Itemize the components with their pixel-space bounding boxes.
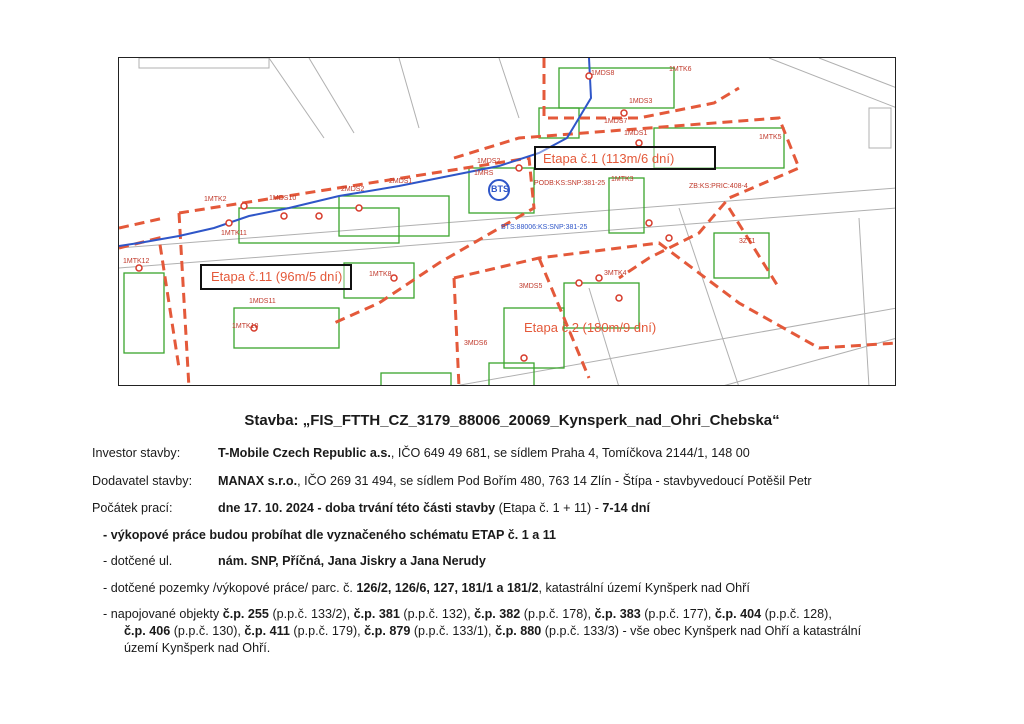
map-point-label: 1MRS	[474, 170, 494, 177]
investor-label: Investor stavby:	[92, 446, 181, 460]
bullet-excavation-text: - výkopové práce budou probíhat dle vyznačeného schématu ETAP č. 1 a 11	[103, 528, 557, 542]
start-stages: (Etapa č. 1 + 11) -	[495, 501, 603, 515]
object-cp: č.p. 383	[594, 607, 641, 621]
contractor-name: MANAX s.r.o.	[218, 474, 298, 488]
map-point-label: 3MDS5	[519, 283, 543, 290]
map-point-label: 2MDS1	[389, 178, 413, 185]
map-point-label: 3ZT1	[739, 238, 756, 245]
map-point-label: 1MDS1	[624, 130, 648, 137]
map-point-label: 1MDS8	[591, 70, 615, 77]
contractor-details: , IČO 269 31 494, se sídlem Pod Bořím 480, 763 14 Zlín - Štípa - stavbyvedoucí Potěšil Petr	[297, 474, 812, 488]
bullet-objects-line1	[103, 607, 832, 621]
map-point-label: 1MTK12	[123, 258, 150, 265]
object-cp: č.p. 879	[364, 624, 411, 638]
bts-label: BTS	[491, 184, 509, 194]
etapa-1-label: Etapa č.1 (113m/6 dní)	[543, 151, 675, 166]
object-parcel: (p.p.č. 177),	[640, 607, 715, 621]
map-point-label: 1MTK11	[221, 230, 247, 237]
objects-prefix: - napojované objekty	[103, 607, 223, 621]
bullet-objects-line2	[124, 624, 861, 638]
start-value	[218, 501, 650, 515]
map-point-label: 3MDS6	[464, 340, 488, 347]
map-point-label: 1MDS11	[249, 298, 276, 305]
object-parcel: (p.p.č. 130),	[170, 624, 245, 638]
object-parcel: (p.p.č. 133/1),	[410, 624, 496, 638]
map-drawing	[119, 58, 896, 386]
bullet-excavation	[103, 528, 556, 542]
map-point-label: PODB:KS:SNP:381-25	[534, 180, 606, 187]
map-point-label: 1MTK6	[669, 66, 692, 73]
map-point-label: 3MTK4	[604, 270, 627, 277]
parcels-list: 126/2, 126/6, 127, 181/1 a 181/2	[356, 581, 539, 595]
bullet-streets-value	[218, 554, 486, 568]
object-cp: č.p. 411	[244, 624, 290, 638]
site-map	[118, 57, 896, 386]
map-point-label: 1MTK2	[204, 196, 227, 203]
parcels-prefix: - dotčené pozemky /výkopové práce/ parc. č.	[103, 581, 357, 595]
map-point-label: 1MDS10	[269, 195, 297, 202]
parcels-suffix: , katastrální území Kynšperk nad Ohří	[538, 581, 750, 595]
map-point-label: BTS:88006:KS:SNP:381-25	[501, 224, 588, 231]
map-point-label: 1MTK5	[759, 134, 782, 141]
object-parcel: (p.p.č. 128),	[761, 607, 832, 621]
bullet-streets-prefix: - dotčené ul.	[103, 554, 173, 568]
start-label: Počátek prací:	[92, 501, 173, 515]
investor-details: , IČO 649 49 681, se sídlem Praha 4, Tomíčkova 2144/1, 148 00	[390, 446, 750, 460]
object-cp: č.p. 406	[124, 624, 171, 638]
etapa-11-label: Etapa č.11 (96m/5 dní)	[211, 269, 343, 284]
map-point-label: 1MTK10	[232, 323, 259, 330]
construction-title: Stavba: „FIS_FTTH_CZ_3179_88006_20069_Kynsperk_nad_Ohri_Chebska“	[244, 412, 780, 429]
start-date: dne 17. 10. 2024 - doba trvání této části stavby	[218, 501, 496, 515]
object-cp: č.p. 381	[353, 607, 400, 621]
contractor-value	[218, 474, 812, 488]
streets: nám. SNP, Příčná, Jana Jiskry a Jana Nerudy	[218, 554, 486, 568]
start-duration: 7-14 dní	[602, 501, 650, 515]
map-point-label: 1MTK8	[369, 271, 392, 278]
bullet-objects-line3: území Kynšperk nad Ohří.	[124, 641, 271, 655]
object-cp: č.p. 382	[474, 607, 521, 621]
map-point-label: 1MDS3	[629, 98, 653, 105]
object-parcel: (p.p.č. 179),	[289, 624, 365, 638]
map-point-label: 1MDS7	[604, 118, 628, 125]
object-parcel: (p.p.č. 133/3) - vše obec Kynšperk nad Ohří a katastrální	[541, 624, 862, 638]
etapa-2-label: Etapa č.2 (180m/9 dní)	[524, 320, 657, 335]
bullet-parcels	[103, 581, 750, 595]
investor-value	[218, 446, 750, 460]
object-parcel: (p.p.č. 133/2),	[268, 607, 354, 621]
contractor-label: Dodavatel stavby:	[92, 474, 193, 488]
map-point-label: ZB:KS:PRIC:408-4	[689, 183, 748, 190]
object-parcel: (p.p.č. 132),	[399, 607, 475, 621]
investor-name: T-Mobile Czech Republic a.s.	[218, 446, 391, 460]
object-cp: č.p. 404	[714, 607, 762, 621]
object-parcel: (p.p.č. 178),	[520, 607, 595, 621]
object-cp: č.p. 880	[495, 624, 542, 638]
object-cp: č.p. 255	[222, 607, 269, 621]
map-point-label: 2MDS2	[341, 186, 365, 193]
map-point-label: 1MTK3	[611, 176, 634, 183]
map-point-label: 1MDS2	[477, 158, 501, 165]
